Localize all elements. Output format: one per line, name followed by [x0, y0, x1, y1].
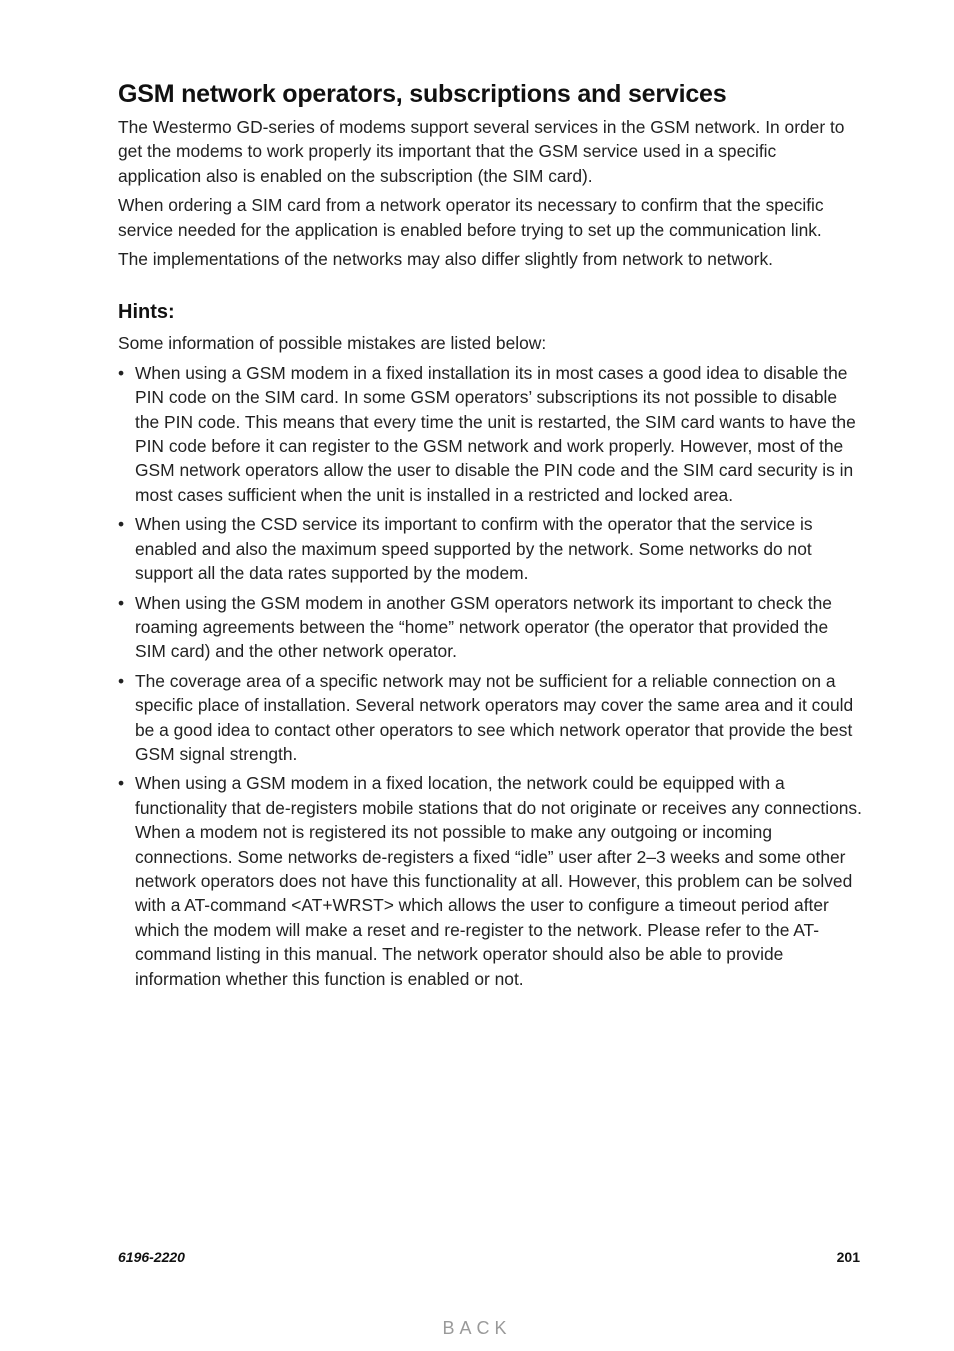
bullet-icon: • [118, 592, 125, 613]
hints-list [118, 361, 863, 991]
page-title: GSM network operators, subscriptions and services [118, 80, 727, 108]
list-item-text: When using a GSM modem in a fixed location, the network could be equipped with a functionality that de-registers mobile stations that do not originate or receives any connections. When a modem not is registered its not possible to make any outgoing or incoming connections. Some networks de-registers a fixed “idle” user after 2–3 weeks and some other network operators does not have this functionality at all. However, this problem can be solved with a AT-command <AT+WRST> which allows the user to configure a timeout period after which the modem will make a reset and re-register to the network. Please refer to the AT-command listing in this manual. The network operator should also be able to provide information whether this function is enabled or not. [135, 773, 862, 989]
bullet-icon: • [118, 514, 125, 535]
page-content [118, 78, 863, 996]
footer-page-number: 201 [836, 1249, 860, 1265]
bullet-icon: • [118, 362, 125, 383]
list-item [118, 591, 863, 664]
intro-paragraph-3: The implementations of the networks may also differ slightly from network to network. [118, 249, 774, 270]
list-item-text: When using a GSM modem in a fixed installation its in most cases a good idea to disable the PIN code on the SIM card. In some GSM operators’ subscriptions its not possible to disable the PIN code. This means that every time the unit is restarted, the SIM card wants to have the PIN code before it can register to the GSM network and work properly. However, most of the GSM network operators allow the user to disable the PIN code and the SIM card security is in most cases sufficient when the unit is installed in a restricted and locked area. [135, 362, 856, 505]
list-item-text: When using the CSD service its important to confirm with the operator that the service is enabled and also the maximum speed supported by the network. Some networks do not support all the data rates supported by the modem. [135, 514, 813, 584]
list-item [118, 669, 863, 767]
list-item [118, 361, 863, 507]
hints-heading: Hints: [118, 301, 175, 324]
list-item-text: The coverage area of a specific network may not be sufficient for a reliable connection on a specific place of installation. Several network operators may cover the same area and it could be a good idea to contact other operators to see which network operator that provide the best GSM signal strength. [135, 670, 854, 764]
intro-paragraph-1: The Westermo GD-series of modems support several services in the GSM network. In order to get the modems to work properly its important that the GSM service used in a specific application also is enabled on the subscription (the SIM card). [118, 117, 845, 186]
list-item [118, 771, 863, 991]
list-item [118, 512, 863, 585]
list-item-text: When using the GSM modem in another GSM operators network its important to check the roaming agreements between the “home” network operator (the operator that provided the SIM card) and the other network operator. [135, 592, 832, 662]
bullet-icon: • [118, 670, 125, 691]
back-link[interactable]: BACK [442, 1318, 512, 1338]
intro-paragraph-2: When ordering a SIM card from a network operator its necessary to confirm that the specific service needed for the application is enabled before trying to set up the communication link. [118, 195, 824, 240]
footer-doc-number: 6196-2220 [118, 1249, 185, 1265]
hints-intro: Some information of possible mistakes are listed below: [118, 333, 547, 354]
bullet-icon: • [118, 773, 125, 794]
